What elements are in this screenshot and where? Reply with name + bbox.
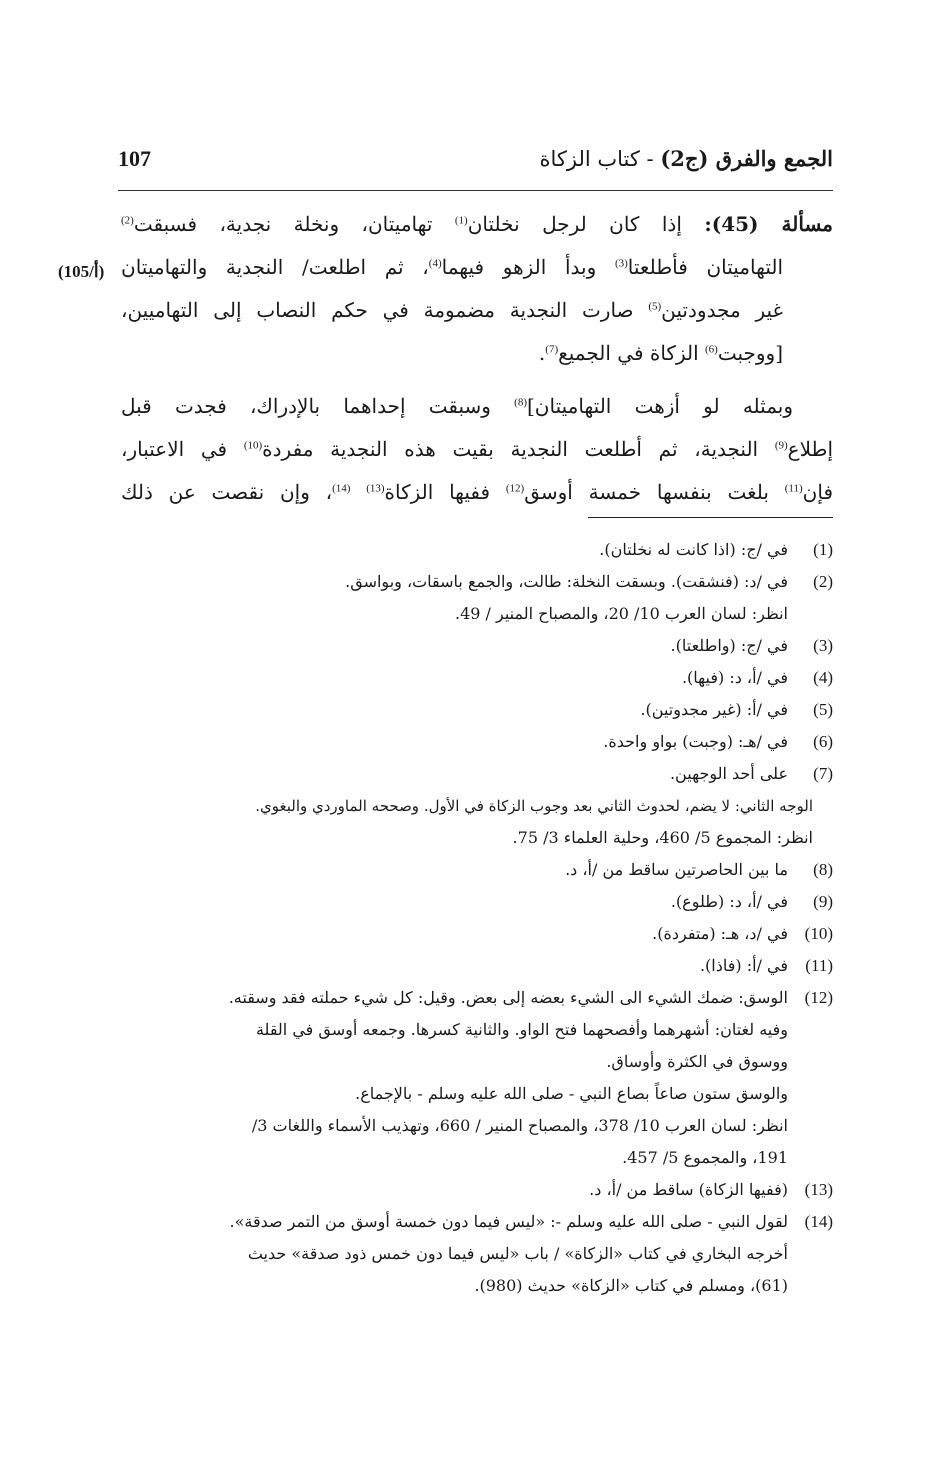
footnote-ref: (4): [428, 257, 442, 270]
footnote-number: (3): [813, 636, 833, 655]
footnote-ref: (11): [784, 482, 803, 495]
text-line: مسألة (45): إذا كان لرجل نخلتان$^{(1)}$ تهاميتان، ونخلة نجدية، فسبقت$^{(2)}$: [121, 212, 833, 236]
footnote-text: في /د: (فنشقت). وبسقت النخلة: طالت، والجمع باسقات، وبواسق.: [345, 572, 788, 591]
footnote-text: وفيه لغتان: أشهرهما وأفصحهما فتح الواو. والثانية كسرها. وجمعه أوسق في القلة: [255, 1020, 788, 1039]
footnote-text: على أحد الوجهين.: [669, 764, 788, 783]
footnote: [121, 630, 833, 662]
running-title: [539, 146, 833, 171]
page-number: 107: [118, 146, 151, 171]
footnote: [121, 566, 833, 630]
footnote-ref: (9): [774, 439, 788, 452]
running-header: [118, 146, 833, 186]
footnote-ref: (14): [332, 482, 351, 495]
footnote-number: (14): [804, 1212, 833, 1231]
chapter-title: - كتاب الزكاة: [539, 147, 661, 171]
footnote-text: في /ج: (اذا كانت له نخلتان).: [599, 540, 788, 559]
header-rule: [118, 190, 833, 191]
footnote-ref: (10): [243, 439, 263, 452]
footnote-ref: (2): [121, 214, 134, 227]
footnote-number: (9): [813, 892, 833, 911]
footnote-text: في /أ، د: (فيها).: [681, 668, 788, 687]
footnote: [121, 726, 833, 758]
footnote-number: (5): [813, 700, 833, 719]
footnote-number: (2): [813, 572, 833, 591]
footnote: [121, 886, 833, 918]
text-line: فإن$^{(11)}$ بلغت بنفسها خمسة أوسق$^{(12)}$ ففيها الزكاة$^{(13)}$ $^{(14)}$، وإن نقصت عن ذلك: [121, 480, 833, 504]
footnote-text: ما بين الحاصرتين ساقط من /أ، د.: [565, 860, 788, 879]
footnote-text: انظر: المجموع 5/ 460، وحلية العلماء 3/ 75.: [512, 828, 813, 847]
footnote-text: 191، والمجموع 5/ 457.: [622, 1148, 788, 1167]
text-line: غير مجدودتين$^{(5)}$ صارت النجدية مضمومة في حكم النصاب إلى التهاميين،: [121, 298, 783, 322]
footnote-text: أخرجه البخاري في كتاب «الزكاة» / باب «ليس فيما دون خمس ذود صدقة» حديث: [247, 1244, 788, 1263]
footnote-number: (7): [813, 764, 833, 783]
footnote-separator: [588, 517, 833, 518]
footnote-ref: (5): [648, 300, 662, 313]
issue-label: مسألة (45):: [704, 212, 833, 236]
footnote: [121, 1174, 833, 1206]
footnote-number: (12): [804, 988, 833, 1007]
footnote-text: انظر: لسان العرب 10/ 20، والمصباح المنير / 49.: [454, 604, 788, 623]
text-line: وبمثله لو أزهت التهاميتان]$^{(8)}$ وسبقت إحداهما بالإدراك، فجدت قبل: [121, 394, 793, 418]
footnote-ref: (1): [454, 214, 468, 227]
footnote-ref: (8): [514, 396, 527, 409]
footnote-text: (ففيها الزكاة) ساقط من /أ، د.: [589, 1180, 788, 1199]
book-title: الجمع والفرق (ج2): [660, 146, 833, 171]
footnote-number: (11): [805, 956, 833, 975]
footnote-text: في /أ: (فاذا).: [699, 956, 788, 975]
footnote: [121, 854, 833, 886]
footnote-text: (61)، ومسلم في كتاب «الزكاة» حديث (980).: [474, 1276, 788, 1295]
main-text: [121, 203, 833, 514]
footnote-text: في /أ، د: (طلوع).: [670, 892, 788, 911]
footnote: [121, 918, 833, 950]
footnote: [121, 758, 833, 790]
footnote: [121, 694, 833, 726]
text-line: التهاميتان فأطلعتا$^{(3)}$ وبدأ الزهو فيهما$^{(4)}$، ثم اطلعت/ النجدية والتهاميتان: [121, 255, 783, 279]
footnote-number: (4): [813, 668, 833, 687]
footnote-text: في /أ: (غير مجدوتين).: [640, 700, 788, 719]
footnote-continuation: [121, 790, 833, 854]
footnote-text: في /د، هـ: (متفردة).: [652, 924, 788, 943]
footnote-text: في /ج: (واطلعتا).: [670, 636, 788, 655]
footnote-ref: (3): [614, 257, 628, 270]
footnote-ref: (12): [505, 482, 525, 495]
footnote-number: (8): [813, 860, 833, 879]
footnote-number: (10): [804, 924, 833, 943]
footnote-text: في /هـ: (وجبت) بواو واحدة.: [603, 732, 788, 751]
footnote: [121, 534, 833, 566]
footnote: [121, 982, 833, 1174]
footnote: [121, 662, 833, 694]
footnote-text: ووسوق في الكثرة وأوساق.: [606, 1052, 788, 1071]
footnote: [121, 950, 833, 982]
footnote-number: (13): [804, 1180, 833, 1199]
footnote-ref: (6): [705, 343, 718, 356]
footnote-ref: (13): [366, 482, 385, 495]
text-line: إطلاع$^{(9)}$ النجدية، ثم أطلعت النجدية بقيت هذه النجدية مفردة$^{(10)}$ في الاعتبار،: [121, 437, 833, 461]
text-line: [ووجبت$^{(6)}$ الزكاة في الجميع$^{(7)}$.: [538, 341, 783, 365]
footnote-text: والوسق ستون صاعاً بصاع النبي - صلى الله عليه وسلم - بالإجماع.: [355, 1084, 788, 1103]
footnote: [121, 1206, 833, 1302]
footnote-text: الوجه الثاني: لا يضم، لحدوث الثاني بعد وجوب الزكاة في الأول. وصححه الماوردي والبغوي.: [255, 797, 813, 815]
footnote-number: (1): [813, 540, 833, 559]
margin-folio-note: (105/أ): [58, 262, 105, 281]
footnote-number: (6): [813, 732, 833, 751]
footnote-text: الوسق: ضمك الشيء الى الشيء بعضه إلى بعض. وقيل: كل شيء حملته فقد وسقته.: [228, 988, 788, 1007]
footnote-text: انظر: لسان العرب 10/ 378، والمصباح المنير / 660، وتهذيب الأسماء واللغات 3/: [251, 1116, 788, 1135]
footnotes: [121, 534, 833, 1302]
footnote-ref: (7): [545, 343, 559, 356]
footnote-text: لقول النبي - صلى الله عليه وسلم -: «ليس فيما دون خمسة أوسق من التمر صدقة».: [229, 1212, 788, 1231]
